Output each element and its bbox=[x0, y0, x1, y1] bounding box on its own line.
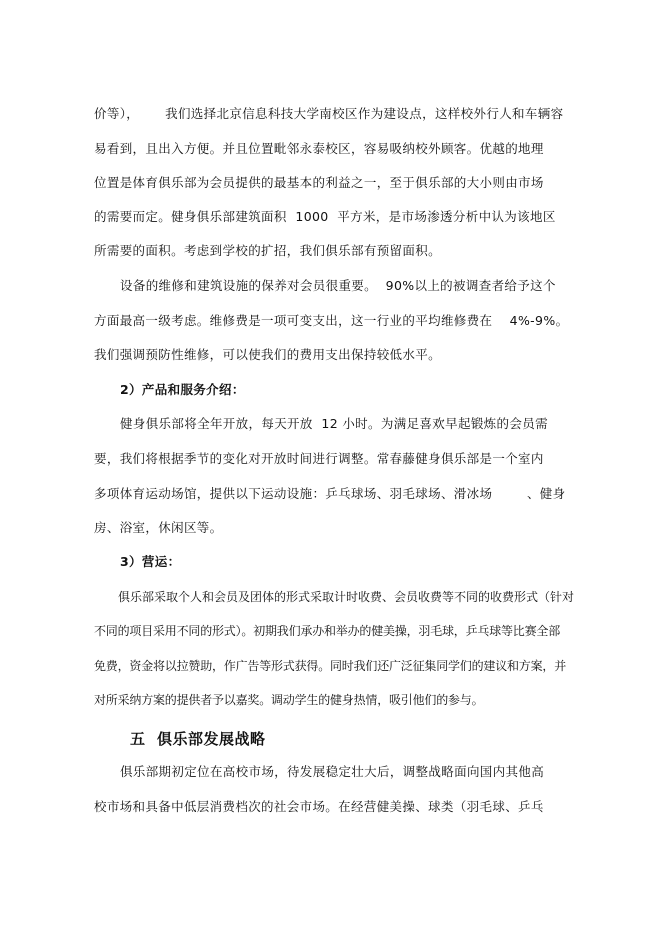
body-text-line: 的需要而定。健身俱乐部建筑面积 1000 平方米，是市场渗透分析中认为该地区 bbox=[94, 209, 556, 224]
body-text-line: 所需要的面积。考虑到学校的扩招，我们俱乐部有预留面积。 bbox=[94, 243, 441, 258]
body-text-line: 要，我们将根据季节的变化对开放时间进行调整。常春藤健身俱乐部是一个室内 bbox=[94, 451, 544, 466]
body-text-line: 易看到，且出入方便。并且位置毗邻永泰校区，容易吸纳校外顾客。优越的地理 bbox=[94, 141, 544, 156]
body-text-line: 健身俱乐部将全年开放，每天开放 12 小时。为满足喜欢早起锻炼的会员需 bbox=[120, 416, 548, 431]
body-text-line: 多项体育运动场馆，提供以下运动设施：乒乓球场、羽毛球场、滑冰场 、健身 bbox=[94, 486, 566, 501]
body-text-line: 我们强调预防性维修，可以使我们的费用支出保持较低水平。 bbox=[94, 347, 441, 362]
body-text-line: 房、浴室，休闲区等。 bbox=[94, 520, 223, 535]
body-text-line: 不同的项目采用不同的形式）。初期我们承办和举办的健美操，羽毛球，乒乓球等比赛全部 bbox=[94, 624, 561, 638]
body-text-line: 校市场和具备中低层消费档次的社会市场。在经营健美操、球类（羽毛球、乒乓 bbox=[94, 799, 544, 814]
section-title: 五 俱乐部发展战略 bbox=[130, 730, 266, 748]
body-text-line: 位置是体育俱乐部为会员提供的最基本的利益之一，至于俱乐部的大小则由市场 bbox=[94, 175, 544, 190]
body-text-line: 俱乐部采取个人和会员及团体的形式采取计时收费、会员收费等不同的收费形式（针对 bbox=[118, 590, 575, 604]
body-text-line: 方面最高一级考虑。维修费是一项可变支出，这一行业的平均维修费在 4%-9%。 bbox=[94, 313, 569, 328]
body-text-line: 价等）， 我们选择北京信息科技大学南校区作为建设点，这样校外行人和车辆容 bbox=[94, 106, 564, 121]
body-text-line: 俱乐部期初定位在高校市场，待发展稳定壮大后，调整战略面向国内其他高 bbox=[120, 764, 545, 779]
subheading-products-services: 2）产品和服务介绍： bbox=[120, 382, 245, 397]
subheading-operations: 3）营运： bbox=[120, 554, 181, 569]
body-text-line: 免费，资金将以拉赞助，作广告等形式获得。同时我们还广泛征集同学们的建议和方案，并 bbox=[94, 659, 567, 673]
body-text-line: 对所采纳方案的提供者予以嘉奖。调动学生的健身热情，吸引他们的参与。 bbox=[94, 693, 484, 707]
body-text-line: 设备的维修和建筑设施的保养对会员很重要。 90%以上的被调查者给予这个 bbox=[120, 278, 556, 293]
